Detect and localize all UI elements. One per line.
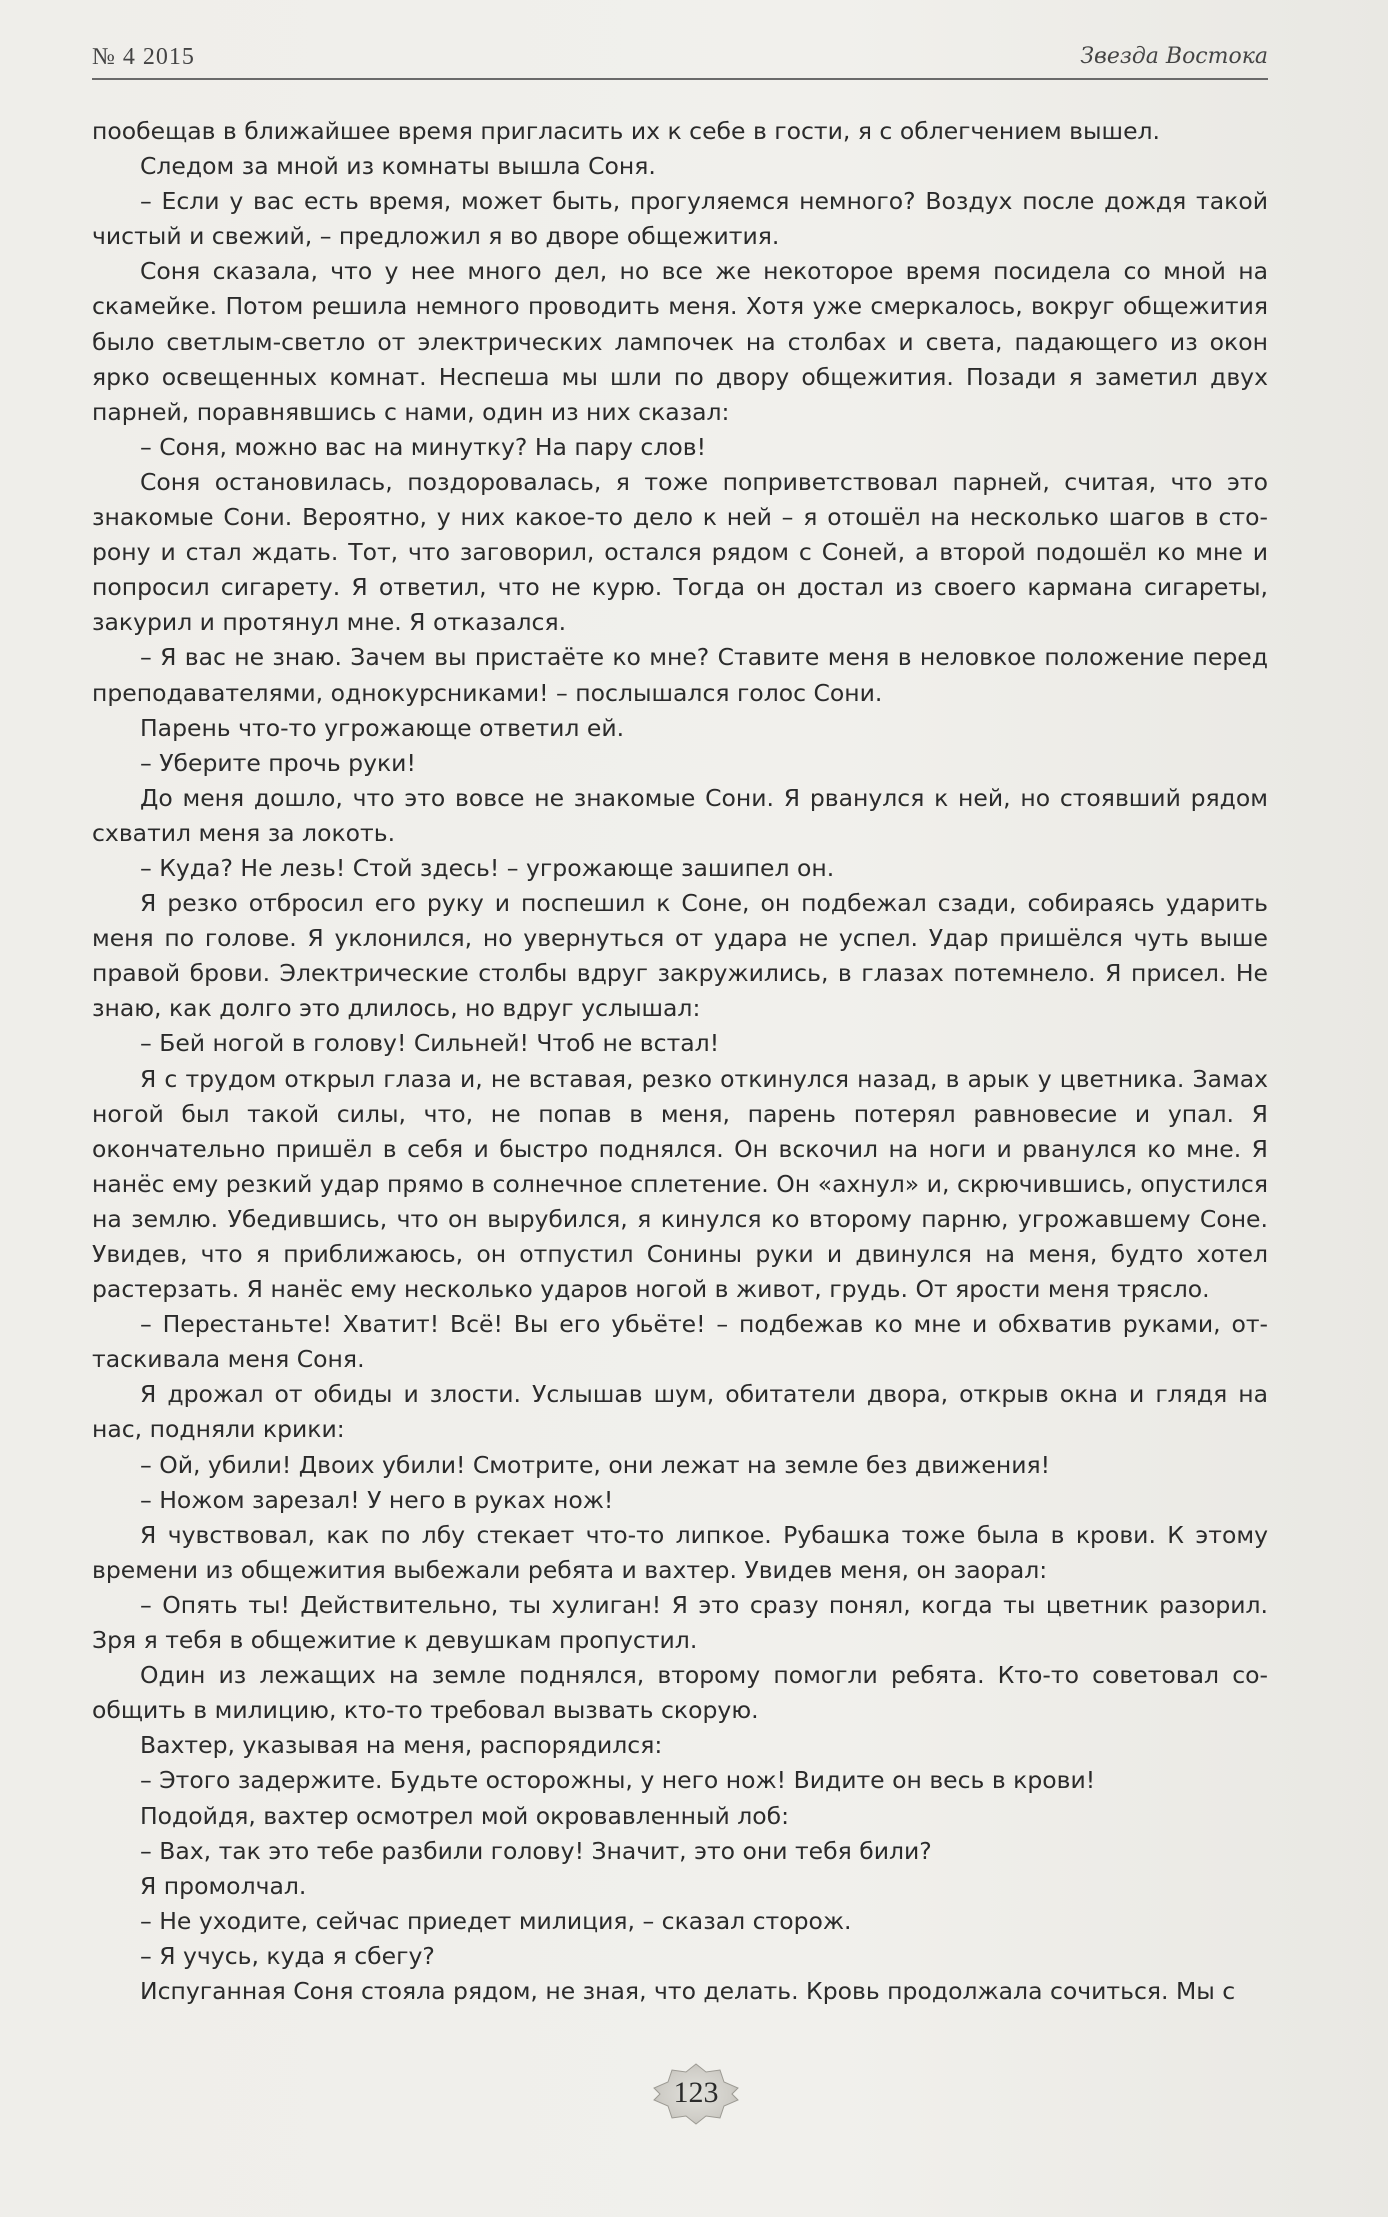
paragraph: Соня сказала, что у нее много дел, но все же некоторое время посидела со мной на скамейке. Потом решила немного проводить меня. Хотя уже смеркалось, вокруг общежития было светлым-светло от электрических лампочек на столбах и света, падающего из окон ярко освещенных комнат. Неспеша мы шли по двору общежития. Позади я заметил двух парней, поравнявшись с нами, один из них сказал: [92, 257, 1268, 426]
paragraph: Вахтер, указывая на меня, распорядился: [140, 1731, 663, 1760]
article-body [92, 114, 1268, 2009]
paragraph: Я резко отбросил его руку и поспешил к Соне, он подбежал сзади, собираясь ударить меня по голове. Я уклонился, но увернуться от удара не успел. Удар пришёлся чуть выше правой брови. Электрические столбы вдруг закружились, в глазах потемнело. Я присел. Не знаю, как долго это длилось, но вдруг услышал: [92, 889, 1268, 1023]
paragraph: Подойдя, вахтер осмотрел мой окровавленный лоб: [140, 1801, 790, 1830]
paragraph: – Вах, так это тебе разбили голову! Значит, это они тебя били? [140, 1836, 932, 1865]
paragraph: – Ой, убили! Двоих убили! Смотрите, они лежат на земле без движения! [140, 1450, 1051, 1479]
paragraph: – Я вас не знаю. Зачем вы пристаёте ко мне? Ставите меня в неловкое положение перед преподавателями, однокурсниками! – послышался голос Сони. [92, 643, 1268, 707]
paragraph: – Уберите прочь руки! [140, 748, 416, 777]
paragraph: Я дрожал от обиды и злости. Услышав шум, обитатели двора, открыв окна и глядя на нас, подняли крики: [92, 1380, 1268, 1444]
paragraph: – Ножом зарезал! У него в руках нож! [140, 1485, 614, 1514]
paragraph: Соня остановилась, поздоровалась, я тоже поприветствовал парней, считая, что это знакомые Сони. Вероятно, у них какое-то дело к ней – я отошёл на несколько шагов в сторону и стал ждать. Тот, что заговорил, остался рядом с Соней, а второй подошёл ко мне и попросил сигарету. Я ответил, что не курю. Тогда он достал из своего кармана сигареты, закурил и протянул мне. Я отказался. [92, 467, 1268, 637]
paragraph: – Не уходите, сейчас приедет милиция, – сказал сторож. [140, 1906, 852, 1935]
paragraph: – Если у вас есть время, может быть, прогуляемся немного? Воздух после дождя такой чистый и свежий, – предложил я во дворе общежития. [92, 187, 1268, 251]
paragraph: Парень что-то угрожающе ответил ей. [140, 713, 625, 742]
running-header [92, 40, 1268, 76]
issue-number: № 4 2015 [92, 44, 195, 70]
paragraph: – Я учусь, куда я сбегу? [140, 1941, 435, 1970]
page-number: 123 [673, 2076, 719, 2109]
page-number-ornament [644, 2062, 748, 2126]
paragraph: Один из лежащих на земле поднялся, второму помогли ребята. Кто-то советовал сообщить в милицию, кто-то требовал вызвать скорую. [92, 1661, 1268, 1725]
paragraph: – Этого задержите. Будьте осторожны, у него нож! Видите он весь в крови! [140, 1766, 1096, 1795]
paragraph: пообещав в ближайшее время пригласить их к себе в гости, я с облегчением вышел. [92, 117, 1161, 145]
paragraph: – Опять ты! Действительно, ты хулиган! Я это сразу понял, когда ты цветник разорил. Зря я тебя в общежитие к девушкам пропустил. [92, 1590, 1268, 1655]
paragraph: Испуганная Соня стояла рядом, не зная, что делать. Кровь продолжала сочиться. Мы с [140, 1976, 1236, 2005]
journal-title: Звезда Востока [1080, 44, 1268, 69]
paragraph: – Соня, можно вас на минутку? На пару слов! [140, 432, 707, 461]
paragraph: – Куда? Не лезь! Стой здесь! – угрожающе зашипел он. [140, 853, 835, 882]
paragraph: Я промолчал. [140, 1871, 307, 1900]
paragraph: – Перестаньте! Хватит! Всё! Вы его убьёте! – подбежав ко мне и обхватив руками, оттаскивала меня Соня. [92, 1310, 1268, 1374]
paragraph: Я чувствовал, как по лбу стекает что-то липкое. Рубашка тоже была в крови. К этому времени из общежития выбежали ребята и вахтер. Увидев меня, он заорал: [92, 1520, 1268, 1584]
paragraph: Следом за мной из комнаты вышла Соня. [140, 152, 656, 181]
paragraph: – Бей ногой в голову! Сильней! Чтоб не встал! [140, 1029, 720, 1058]
paragraph: Я с трудом открыл глаза и, не вставая, резко откинулся назад, в арык у цветника. Замах ногой был такой силы, что, не попав в меня, парень потерял равновесие и упал. Я окончательно пришёл в себя и быстро поднялся. Он вскочил на ноги и рванулся ко мне. Я нанёс ему резкий удар прямо в солнечное сплетение. Он «ахнул» и, скрючившись, опустился на землю. Убедившись, что он вырубился, я кинулся ко второму парню, угрожавшему Соне. Увидев, что я приближаюсь, он отпустил Сонины руки и двинулся на меня, будто хотел растерзать. Я нанёс ему несколько ударов ногой в живот, грудь. От ярости меня трясло. [92, 1064, 1268, 1304]
header-rule [92, 78, 1268, 80]
paragraph: До меня дошло, что это вовсе не знакомые Сони. Я рванулся к ней, но стоявший рядом схватил меня за локоть. [92, 783, 1268, 847]
